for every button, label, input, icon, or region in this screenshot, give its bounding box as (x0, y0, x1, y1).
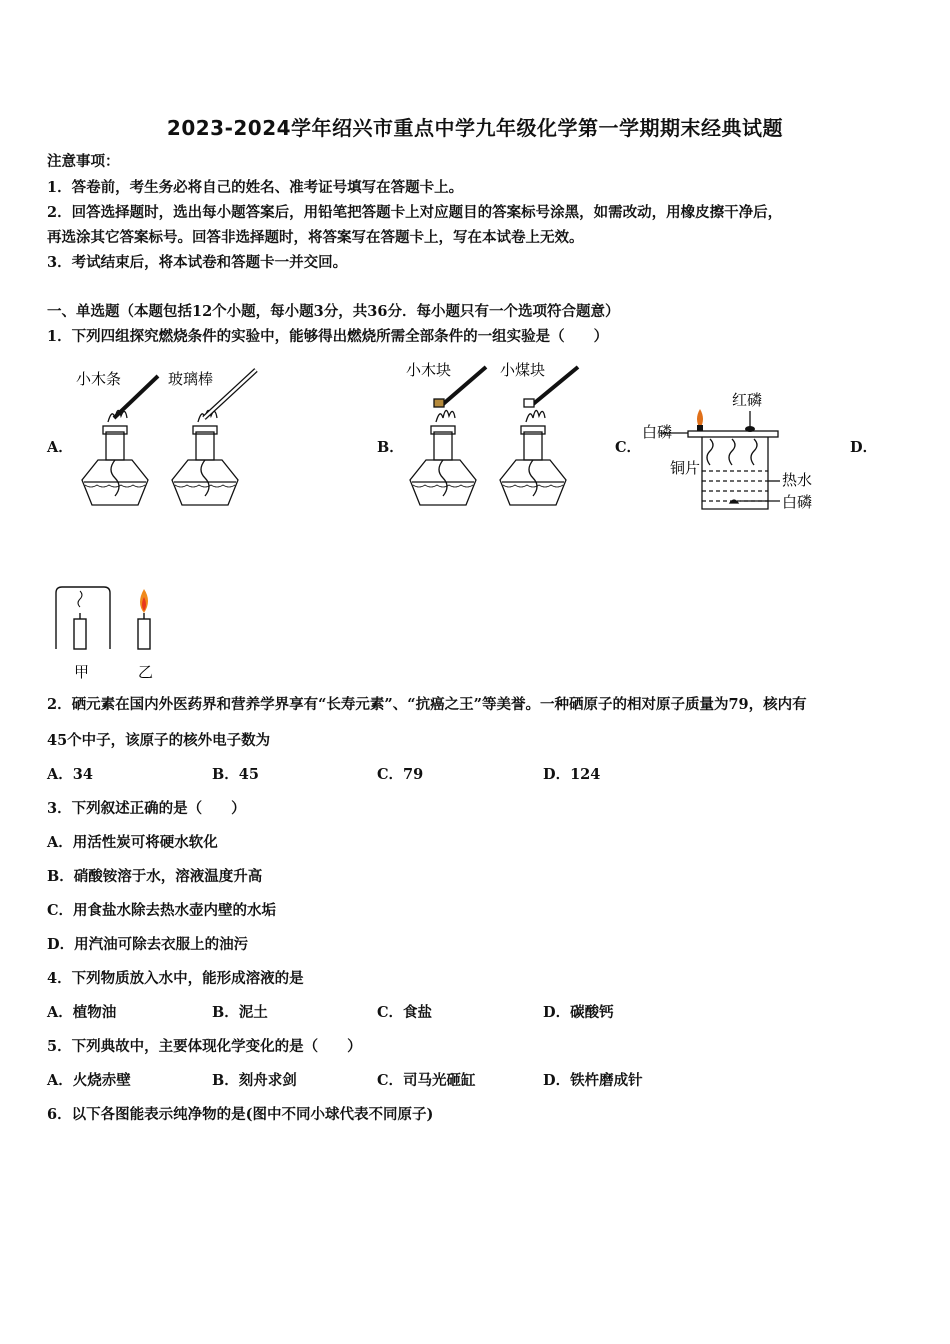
q1-label-a: A． (47, 439, 73, 456)
question-5-stem: 5．下列典故中，主要体现化学变化的是（ ） (47, 1038, 362, 1055)
label-hot-water: 热水 (782, 471, 813, 489)
copper-plate (688, 431, 778, 437)
question-4-stem: 4．下列物质放入水中，能形成溶液的是 (47, 970, 304, 987)
label-jia: 甲 (74, 663, 90, 681)
q3-option-a: A．用活性炭可将硬水软化 (47, 834, 218, 851)
glass-cup (56, 587, 110, 649)
notice-heading: 注意事项： (47, 153, 120, 170)
q4-option-d: D．碳酸钙 (543, 1004, 614, 1021)
q2-option-c: C．79 (377, 766, 424, 783)
label-white-phosphorus-2: 白磷 (782, 493, 813, 511)
q4-option-c: C．食盐 (377, 1004, 433, 1021)
label-copper-plate: 铜片 (670, 459, 701, 477)
q1-figure-b (398, 355, 598, 520)
page-title: 2023-2024学年绍兴市重点中学九年级化学第一学期期末经典试题 (166, 116, 784, 140)
q2-option-b: B．45 (212, 766, 259, 783)
question-3-stem: 3．下列叙述正确的是（ ） (47, 800, 246, 817)
candle-jia (74, 619, 86, 649)
notice-item-2a: 2．回答选择题时，选出每小题答案后，用铅笔把答题卡上对应题目的答案标号涂黑，如需改动，用橡皮擦干净后， (47, 204, 783, 221)
q2-option-d: D．124 (543, 766, 601, 783)
q1-figure-d (44, 585, 174, 685)
coal-block (524, 399, 534, 407)
label-red-phosphorus: 红磷 (732, 391, 763, 409)
question-1-stem: 1．下列四组探究燃烧条件的实验中，能够得出燃烧所需全部条件的一组实验是（ ） (47, 328, 609, 345)
q1-label-b: B． (377, 439, 404, 456)
wood-block (434, 399, 444, 407)
q4-option-b: B．泥土 (212, 1004, 268, 1021)
question-2-stem-2: 45个中子，该原子的核外电子数为 (47, 732, 271, 749)
q1-figure-c (640, 385, 820, 515)
question-2-stem-1: 2．硒元素在国内外医药界和营养学界享有“长寿元素”、“抗癌之王”等美誉。一种硒原子的相对原子质量为79，核内有 (47, 696, 807, 713)
q1-label-c: C． (615, 439, 642, 456)
candle-yi (138, 619, 150, 649)
q5-option-a: A．火烧赤壁 (47, 1072, 131, 1089)
label-glass-rod: 玻璃棒 (168, 370, 214, 388)
question-6-stem: 6．以下各图能表示纯净物的是(图中不同小球代表不同原子) (47, 1106, 434, 1123)
q1-label-d: D． (850, 439, 878, 456)
q5-option-c: C．司马光砸缸 (377, 1072, 476, 1089)
lamp-1-neck (106, 432, 124, 460)
label-yi: 乙 (138, 663, 154, 681)
q3-option-b: B．硝酸铵溶于水，溶液温度升高 (47, 868, 263, 885)
q3-option-c: C．用食盐水除去热水壶内壁的水垢 (47, 902, 277, 919)
q2-option-a: A．34 (47, 766, 93, 783)
q1-figure-a (70, 360, 280, 520)
label-white-phosphorus-1: 白磷 (642, 423, 673, 441)
red-phosphorus (745, 426, 755, 432)
label-wood-block: 小木块 (406, 361, 452, 379)
notice-item-2b: 再选涂其它答案标号。回答非选择题时，将答案写在答题卡上，写在本试卷上无效。 (47, 229, 584, 246)
q5-option-d: D．铁杵磨成针 (543, 1072, 643, 1089)
section-heading: 一、单选题（本题包括12个小题，每小题3分，共36分．每小题只有一个选项符合题意） (47, 303, 620, 320)
label-small-stick: 小木条 (76, 370, 122, 388)
q3-option-d: D．用汽油可除去衣服上的油污 (47, 936, 249, 953)
label-coal-block: 小煤块 (500, 361, 546, 379)
notice-item-3: 3．考试结束后，将本试卷和答题卡一并交回。 (47, 254, 348, 271)
notice-item-1: 1．答卷前，考生务必将自己的姓名、准考证号填写在答题卡上。 (47, 179, 464, 196)
q5-option-b: B．刻舟求剑 (212, 1072, 297, 1089)
q4-option-a: A．植物油 (47, 1004, 117, 1021)
